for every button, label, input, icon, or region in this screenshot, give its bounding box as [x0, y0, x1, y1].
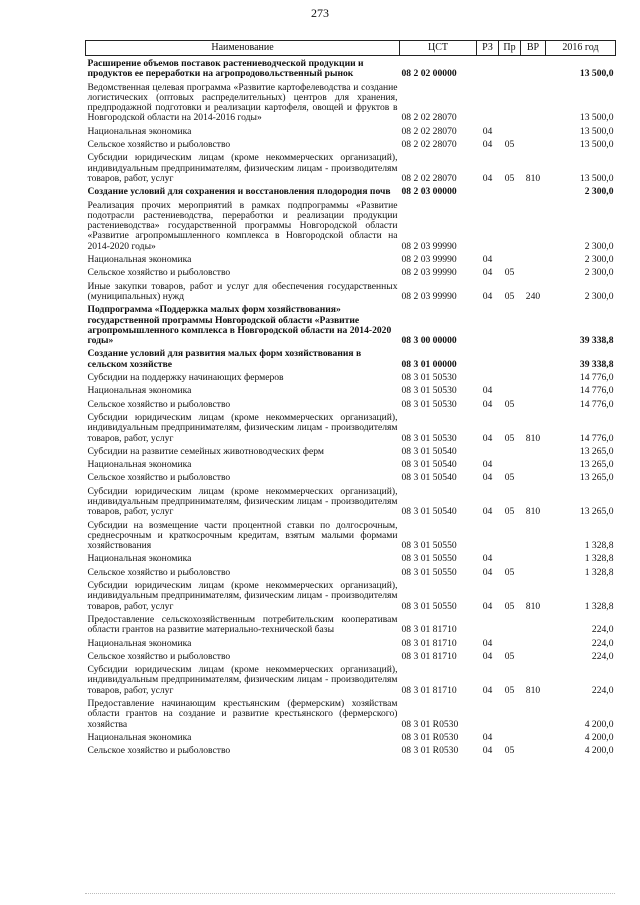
- row-pr: [499, 184, 521, 197]
- table-row: [86, 56, 616, 80]
- row-vr: [521, 636, 546, 649]
- row-rz: 04: [482, 385, 493, 397]
- row-csr: 08 3 01 R0530: [401, 745, 459, 757]
- row-pr: [499, 518, 521, 552]
- row-csr: 08 2 02 28070: [401, 125, 457, 137]
- row-name: Подпрограмма «Поддержка малых форм хозяйствования» государственной программы Новгородской области «Развитие агропромышленного комплекса в Новгородской области на 2014-2020 годы»: [87, 304, 392, 347]
- table-row: [86, 578, 616, 612]
- row-vr: [521, 198, 546, 252]
- row-rz: 04: [482, 432, 493, 444]
- row-rz: 04: [482, 684, 493, 696]
- row-sum: 13 265,0: [579, 472, 614, 484]
- row-pr: 05: [504, 745, 515, 757]
- table-row: [86, 397, 616, 410]
- row-rz: 04: [482, 267, 493, 279]
- row-csr: 08 3 01 50550: [401, 566, 457, 578]
- row-vr: [521, 80, 546, 124]
- row-rz: 04: [482, 650, 493, 662]
- row-vr: 810: [525, 432, 541, 444]
- row-name: Национальная экономика: [87, 731, 192, 743]
- row-rz: [477, 184, 499, 197]
- table-row: [86, 551, 616, 564]
- row-csr: 08 2 03 99990: [401, 254, 457, 266]
- row-pr: 05: [504, 398, 515, 410]
- row-rz: 04: [482, 254, 493, 266]
- table-row: [86, 612, 616, 636]
- row-rz: 04: [482, 125, 493, 137]
- row-csr: 08 3 01 50550: [401, 600, 457, 612]
- row-sum: 39 338,8: [579, 358, 614, 370]
- row-pr: [499, 252, 521, 265]
- row-name: Ведомственная целевая программа «Развитие картофелеводства и создание логистических (оптовых распределительных) центров для хранения, предпродажной подготовки и реализации картофеля, овощей и фруктов в Новгородской области на 2014-2016 годы»: [87, 81, 398, 124]
- row-csr: 08 3 01 81710: [401, 650, 457, 662]
- table-row: [86, 662, 616, 696]
- row-name: Национальная экономика: [87, 459, 192, 471]
- row-rz: 04: [482, 290, 493, 302]
- row-pr: [499, 383, 521, 396]
- row-sum: 1 328,8: [584, 553, 614, 565]
- row-pr: 05: [504, 432, 515, 444]
- row-sum: 2 300,0: [584, 240, 614, 252]
- row-csr: 08 3 01 50540: [401, 459, 457, 471]
- row-pr: [499, 302, 521, 346]
- row-csr: 08 2 02 28070: [401, 112, 457, 124]
- row-csr: 08 2 03 99990: [401, 267, 457, 279]
- table-row: [86, 649, 616, 662]
- row-vr: [521, 124, 546, 137]
- row-rz: [477, 612, 499, 636]
- row-sum: 13 500,0: [579, 112, 614, 124]
- row-vr: [521, 252, 546, 265]
- header-csr: ЦСТ: [400, 41, 477, 56]
- row-rz: 04: [482, 600, 493, 612]
- row-sum: 13 500,0: [579, 172, 614, 184]
- row-sum: 4 200,0: [584, 731, 614, 743]
- row-rz: [477, 370, 499, 383]
- row-name: Национальная экономика: [87, 254, 192, 266]
- row-csr: 08 3 01 50540: [401, 506, 457, 518]
- row-vr: 810: [525, 684, 541, 696]
- row-vr: [521, 265, 546, 278]
- row-name: Создание условий для развития малых форм хозяйствования в сельском хозяйстве: [87, 348, 362, 370]
- row-vr: 810: [525, 172, 541, 184]
- row-vr: [521, 518, 546, 552]
- row-sum: 13 500,0: [579, 68, 614, 80]
- row-name: Субсидии юридическим лицам (кроме некоммерческих организаций), индивидуальным предпринимателям, физическим лицам - производителям товаров, работ, услуг: [87, 664, 398, 696]
- row-pr: 05: [504, 172, 515, 184]
- table-header: [86, 41, 616, 56]
- row-rz: [477, 346, 499, 370]
- row-rz: 04: [482, 637, 493, 649]
- row-rz: 04: [482, 398, 493, 410]
- row-csr: 08 2 02 00000: [401, 68, 457, 80]
- table-row: [86, 265, 616, 278]
- row-name: Предоставление начинающим крестьянским (фермерским) хозяйствам области грантов на создание и развитие крестьянского (фермерского) хозяйства: [87, 698, 398, 730]
- row-vr: [521, 470, 546, 483]
- header-vr: ВР: [521, 41, 546, 56]
- row-csr: 08 3 01 81710: [401, 637, 457, 649]
- row-name: Субсидии на возмещение части процентной ставки по долгосрочным, среднесрочным и краткосрочным кредитам, взятым малыми формами хозяйствования: [87, 519, 398, 552]
- row-name: Реализация прочих мероприятий в рамках подпрограммы «Развитие подотрасли растениеводства, переработки и реализации продукции растениеводства» государственной программы Новгородской области «Развитие агропромышленного комплекса в Новгородской области на 2014-2020 годы»: [87, 199, 398, 252]
- row-sum: 4 200,0: [584, 745, 614, 757]
- row-pr: 05: [504, 600, 515, 612]
- row-sum: 13 265,0: [579, 445, 614, 457]
- row-pr: 05: [504, 139, 515, 151]
- row-sum: 1 328,8: [584, 566, 614, 578]
- table-row: [86, 383, 616, 396]
- row-rz: [477, 444, 499, 457]
- row-sum: 14 776,0: [579, 398, 614, 410]
- row-vr: [521, 383, 546, 396]
- row-pr: 05: [504, 684, 515, 696]
- row-pr: [499, 730, 521, 743]
- table-row: [86, 279, 616, 303]
- page-number: 273: [311, 6, 329, 20]
- row-csr: 08 3 01 50550: [401, 553, 457, 565]
- table-row: [86, 252, 616, 265]
- row-sum: 14 776,0: [579, 372, 614, 384]
- table-row: [86, 150, 616, 184]
- table-row: [86, 137, 616, 150]
- row-sum: 13 500,0: [579, 139, 614, 151]
- row-csr: 08 3 01 R0530: [401, 718, 459, 730]
- table-row: [86, 470, 616, 483]
- row-name: Субсидии юридическим лицам (кроме некоммерческих организаций), индивидуальным предпринимателям, физическим лицам - производителям товаров, работ, услуг: [87, 580, 398, 612]
- row-rz: 04: [482, 553, 493, 565]
- table-row: [86, 370, 616, 383]
- row-name: Иные закупки товаров, работ и услуг для обеспечения государственных (муниципальных) нужд: [87, 280, 398, 302]
- row-csr: 08 3 01 50540: [401, 445, 457, 457]
- row-vr: [521, 551, 546, 564]
- row-sum: 1 328,8: [584, 540, 614, 552]
- row-vr: [521, 457, 546, 470]
- row-pr: 05: [504, 650, 515, 662]
- table-row: [86, 184, 616, 197]
- row-name: Субсидии юридическим лицам (кроме некоммерческих организаций), индивидуальным предпринимателям, физическим лицам - производителям товаров, работ, услуг: [87, 411, 398, 444]
- row-csr: 08 3 01 R0530: [401, 731, 459, 743]
- row-rz: [477, 518, 499, 552]
- row-csr: 08 3 00 00000: [401, 335, 457, 347]
- table-row: [86, 198, 616, 252]
- row-pr: [499, 444, 521, 457]
- row-pr: 05: [504, 290, 515, 302]
- row-vr: [521, 56, 546, 80]
- row-name: Сельское хозяйство и рыболовство: [87, 745, 231, 757]
- row-csr: 08 3 01 50530: [401, 372, 457, 384]
- row-csr: 08 2 03 99990: [401, 240, 457, 252]
- row-name: Национальная экономика: [87, 553, 192, 565]
- row-name: Расширение объемов поставок растениеводческой продукции и продуктов ее переработки на агропродовольственный рынок: [87, 58, 364, 80]
- row-vr: [521, 612, 546, 636]
- row-name: Сельское хозяйство и рыболовство: [87, 398, 231, 410]
- row-sum: 14 776,0: [579, 385, 614, 397]
- table-row: [86, 636, 616, 649]
- row-pr: [499, 457, 521, 470]
- row-sum: 224,0: [591, 624, 614, 636]
- row-name: Сельское хозяйство и рыболовство: [87, 650, 231, 662]
- row-pr: [499, 56, 521, 80]
- row-pr: [499, 198, 521, 252]
- row-name: Национальная экономика: [87, 125, 192, 137]
- row-sum: 2 300,0: [584, 254, 614, 266]
- row-vr: [521, 730, 546, 743]
- row-pr: [499, 636, 521, 649]
- row-pr: [499, 346, 521, 370]
- row-rz: [477, 56, 499, 80]
- row-name: Субсидии на поддержку начинающих фермеров: [87, 372, 284, 384]
- table-row: [86, 518, 616, 552]
- row-name: Создание условий для сохранения и восстановления плодородия почв: [87, 186, 391, 198]
- table-row: [86, 124, 616, 137]
- row-csr: 08 3 01 81710: [401, 684, 457, 696]
- budget-table: [85, 40, 616, 757]
- row-sum: 224,0: [591, 684, 614, 696]
- row-pr: 05: [504, 267, 515, 279]
- row-csr: 08 3 01 50530: [401, 432, 457, 444]
- row-pr: [499, 551, 521, 564]
- row-csr: 08 3 01 50530: [401, 385, 457, 397]
- row-pr: [499, 370, 521, 383]
- row-vr: [521, 397, 546, 410]
- row-name: Предоставление сельскохозяйственным потребительским кооперативам области грантов на развитие материально-технической базы: [87, 613, 398, 636]
- row-sum: 224,0: [591, 637, 614, 649]
- row-rz: [477, 198, 499, 252]
- row-rz: [477, 696, 499, 730]
- row-pr: [499, 80, 521, 124]
- table-row: [86, 730, 616, 743]
- row-vr: 810: [525, 506, 541, 518]
- row-csr: 08 3 01 50550: [401, 540, 457, 552]
- header-rz: РЗ: [477, 41, 499, 56]
- row-rz: [477, 80, 499, 124]
- table-row: [86, 80, 616, 124]
- table-row: [86, 346, 616, 370]
- header-name: Наименование: [86, 41, 400, 56]
- row-rz: 04: [482, 745, 493, 757]
- row-sum: 14 776,0: [579, 432, 614, 444]
- row-name: Сельское хозяйство и рыболовство: [87, 267, 231, 279]
- row-vr: 240: [525, 290, 541, 302]
- row-sum: 224,0: [591, 650, 614, 662]
- row-sum: 4 200,0: [584, 718, 614, 730]
- row-rz: 04: [482, 566, 493, 578]
- table-row: [86, 565, 616, 578]
- row-sum: 39 338,8: [579, 335, 614, 347]
- row-name: Сельское хозяйство и рыболовство: [87, 472, 231, 484]
- row-sum: 1 328,8: [584, 600, 614, 612]
- row-rz: 04: [482, 506, 493, 518]
- row-rz: 04: [482, 459, 493, 471]
- row-vr: [521, 137, 546, 150]
- header-year: 2016 год: [546, 41, 616, 56]
- row-sum: 13 500,0: [579, 125, 614, 137]
- row-pr: [499, 696, 521, 730]
- row-vr: [521, 444, 546, 457]
- table-row: [86, 302, 616, 346]
- row-rz: [477, 302, 499, 346]
- row-name: Субсидии юридическим лицам (кроме некоммерческих организаций), индивидуальным предпринимателям, физическим лицам - производителям товаров, работ, услуг: [87, 152, 398, 184]
- row-vr: [521, 696, 546, 730]
- row-name: Субсидии юридическим лицам (кроме некоммерческих организаций), индивидуальным предпринимателям, физическим лицам - производителям товаров, работ, услуг: [87, 485, 398, 518]
- table-row: [86, 696, 616, 730]
- row-sum: 2 300,0: [584, 290, 614, 302]
- row-csr: 08 2 03 99990: [401, 290, 457, 302]
- table-row: [86, 410, 616, 444]
- table-row: [86, 457, 616, 470]
- row-name: Национальная экономика: [87, 637, 192, 649]
- row-vr: [521, 743, 546, 756]
- row-name: Национальная экономика: [87, 385, 192, 397]
- row-vr: [521, 370, 546, 383]
- table-row: [86, 743, 616, 756]
- row-rz: 04: [482, 139, 493, 151]
- table-row: [86, 444, 616, 457]
- row-rz: 04: [482, 172, 493, 184]
- row-pr: 05: [504, 566, 515, 578]
- row-csr: 08 2 03 00000: [401, 186, 457, 198]
- header-pr: Пр: [499, 41, 521, 56]
- row-csr: 08 2 02 28070: [401, 139, 457, 151]
- row-pr: [499, 124, 521, 137]
- table-body: [86, 56, 616, 757]
- row-vr: [521, 649, 546, 662]
- row-name: Сельское хозяйство и рыболовство: [87, 566, 231, 578]
- row-rz: 04: [482, 472, 493, 484]
- row-csr: 08 3 01 50530: [401, 398, 457, 410]
- row-pr: 05: [504, 506, 515, 518]
- page-bottom-rule: [85, 893, 615, 895]
- row-vr: [521, 184, 546, 197]
- row-sum: 2 300,0: [584, 186, 614, 198]
- row-vr: [521, 565, 546, 578]
- row-pr: [499, 612, 521, 636]
- row-sum: 13 265,0: [579, 506, 614, 518]
- row-vr: 810: [525, 600, 541, 612]
- row-csr: 08 3 01 81710: [401, 624, 457, 636]
- row-sum: 13 265,0: [579, 459, 614, 471]
- row-pr: 05: [504, 472, 515, 484]
- row-csr: 08 3 01 50540: [401, 472, 457, 484]
- row-csr: 08 3 01 00000: [401, 358, 457, 370]
- row-name: Субсидии на развитие семейных животноводческих ферм: [87, 445, 324, 457]
- table-row: [86, 484, 616, 518]
- row-vr: [521, 302, 546, 346]
- row-vr: [521, 346, 546, 370]
- row-sum: 2 300,0: [584, 267, 614, 279]
- row-rz: 04: [482, 731, 493, 743]
- row-csr: 08 2 02 28070: [401, 172, 457, 184]
- row-name: Сельское хозяйство и рыболовство: [87, 139, 231, 151]
